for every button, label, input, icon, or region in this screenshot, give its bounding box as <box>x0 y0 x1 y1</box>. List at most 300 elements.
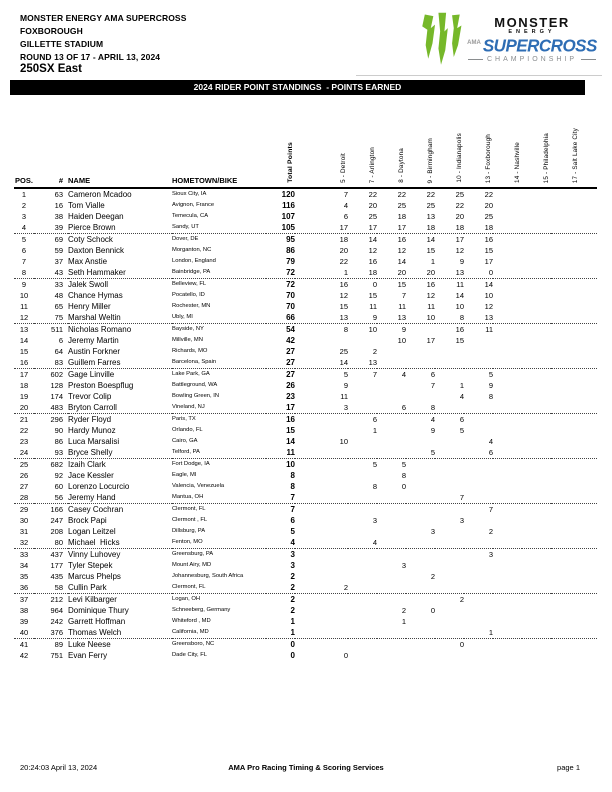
race-points-cell <box>551 391 597 402</box>
rider-number-cell: 242 <box>50 617 63 626</box>
race-points-cell <box>493 470 522 481</box>
pos-cell: 42 <box>19 651 29 660</box>
race-points-cell: 17 <box>348 222 377 234</box>
rider-name-cell: Coty Schock <box>68 235 113 244</box>
race-points-cell <box>435 346 464 357</box>
race-points-cell <box>551 256 597 267</box>
race-points-cell: 3 <box>401 561 406 570</box>
rider-name-cell: Trevor Colip <box>68 392 112 401</box>
race-points-cell: 1 <box>372 426 377 435</box>
race-points-cell: 7 <box>372 370 377 379</box>
race-points-cell: 11 <box>427 302 435 311</box>
hometown-cell: Eagle, MI <box>172 472 197 478</box>
race-points-cell: 17 <box>295 222 348 234</box>
total-points-cell: 54 <box>286 325 295 334</box>
race-points-cell <box>551 414 597 426</box>
race-points-cell <box>551 549 597 561</box>
race-points-cell <box>493 188 522 200</box>
total-points-cell: 4 <box>266 537 295 549</box>
pos-cell: 10 <box>19 291 29 300</box>
rider-row <box>14 571 597 582</box>
pos-cell: 15 <box>19 347 29 356</box>
race-points-cell: 14 <box>426 235 435 244</box>
race-points-cell <box>551 560 597 571</box>
hometown-cell: Fort Dodge, IA <box>172 461 210 467</box>
race-points-cell <box>377 537 406 549</box>
col-header-race-3: 8 - Daytona <box>377 124 406 188</box>
pos-cell: 2 <box>21 201 27 210</box>
rider-name-cell: Casey Cochran <box>68 505 124 514</box>
rider-number-cell: 751 <box>50 651 63 660</box>
rider-name-cell: Nicholas Romano <box>68 325 132 334</box>
race-points-cell: 18 <box>435 222 464 234</box>
race-points-cell: 22 <box>397 190 406 199</box>
race-points-cell <box>493 301 522 312</box>
total-points-cell: 11 <box>266 447 295 459</box>
race-points-cell <box>493 616 522 627</box>
col-header-race-2: 7 - Arlington <box>348 124 377 188</box>
hometown-cell: Richards, MO <box>172 348 208 354</box>
race-points-cell <box>377 380 406 391</box>
total-points-cell: 6 <box>290 516 295 525</box>
rider-row <box>14 582 597 594</box>
total-points-cell: 2 <box>290 572 295 581</box>
race-points-cell: 18 <box>406 222 435 234</box>
race-points-cell: 8 <box>406 402 435 414</box>
pos-cell: 18 <box>19 381 29 390</box>
race-points-cell: 0 <box>459 640 464 649</box>
logo-ama-word: AMA <box>467 40 481 46</box>
race-points-cell <box>348 470 377 481</box>
race-points-cell <box>493 537 522 549</box>
pos-cell: 7 <box>21 257 27 266</box>
race-points-cell: 2 <box>488 527 493 536</box>
race-points-cell <box>348 492 377 504</box>
pos-cell: 31 <box>19 527 29 536</box>
rider-row <box>14 650 597 661</box>
total-points-cell: 0 <box>290 651 295 660</box>
total-points-cell: 27 <box>266 357 295 369</box>
rider-number-cell: 247 <box>50 516 63 525</box>
race-points-cell <box>406 481 435 492</box>
race-points-cell: 5 <box>459 426 464 435</box>
race-points-cell <box>493 222 522 234</box>
pos-cell: 39 <box>19 617 29 626</box>
race-points-cell: 3 <box>430 527 435 536</box>
total-points-cell: 7 <box>290 505 295 514</box>
rider-number-cell: 435 <box>50 572 63 581</box>
race-points-cell <box>522 369 551 381</box>
race-points-cell <box>522 627 551 639</box>
race-points-cell <box>348 526 377 537</box>
race-points-cell: 3 <box>372 516 377 525</box>
rider-number-cell: 964 <box>50 606 63 615</box>
race-points-cell <box>551 571 597 582</box>
race-points-cell <box>435 369 464 381</box>
race-points-cell <box>493 447 522 459</box>
rider-number-cell: 483 <box>34 402 68 414</box>
race-points-cell: 20 <box>484 201 493 210</box>
rider-name-cell: Dominique Thury <box>68 606 129 615</box>
race-points-cell: 6 <box>464 447 493 459</box>
race-points-cell <box>435 571 464 582</box>
race-points-cell <box>348 335 377 346</box>
pos-cell: 29 <box>19 505 29 514</box>
race-points-cell <box>522 549 551 561</box>
rider-number-cell: 86 <box>54 437 63 446</box>
hometown-cell: Fenton, MO <box>172 537 266 549</box>
race-points-cell <box>435 560 464 571</box>
race-points-cell <box>493 425 522 436</box>
race-points-cell <box>551 312 597 324</box>
race-points-cell <box>406 492 435 504</box>
rider-row <box>14 447 597 459</box>
race-points-cell <box>348 616 377 627</box>
rider-row <box>14 425 597 436</box>
pos-cell: 32 <box>14 537 34 549</box>
pos-cell: 4 <box>14 222 34 234</box>
rider-name-cell: Logan Leitzel <box>68 527 116 536</box>
race-points-cell <box>377 526 406 537</box>
hometown-cell: Whiteford , MD <box>172 618 211 624</box>
rider-number-cell: 38 <box>54 212 63 221</box>
race-points-cell <box>406 582 435 594</box>
championship-left-rule <box>468 59 483 60</box>
hometown-cell: Pocatello, ID <box>172 292 205 298</box>
total-points-cell: 1 <box>266 627 295 639</box>
rider-row <box>14 324 597 336</box>
race-points-cell <box>551 211 597 222</box>
race-points-cell: 20 <box>339 246 348 255</box>
series-title: MONSTER ENERGY AMA SUPERCROSS <box>20 13 187 23</box>
race-points-cell: 0 <box>343 651 348 660</box>
race-points-cell <box>493 515 522 526</box>
race-points-cell <box>348 582 377 594</box>
race-points-cell: 14 <box>295 357 348 369</box>
race-points-cell: 22 <box>426 190 435 199</box>
race-points-cell <box>551 357 597 369</box>
standings-table-container <box>14 124 597 661</box>
race-points-cell <box>522 402 551 414</box>
race-points-cell <box>551 380 597 391</box>
race-points-cell <box>522 200 551 211</box>
hometown-cell: Sandy, UT <box>172 222 266 234</box>
race-points-cell: 10 <box>484 291 493 300</box>
race-points-cell <box>348 436 377 447</box>
race-points-cell <box>464 335 493 346</box>
rider-name-cell: Cullin Park <box>68 582 172 594</box>
total-points-cell: 2 <box>290 606 295 615</box>
rider-name-cell: Pierce Brown <box>68 222 172 234</box>
race-points-cell <box>464 357 493 369</box>
rider-name-cell: Levi Kilbarger <box>68 595 117 604</box>
rider-row <box>14 492 597 504</box>
race-points-cell <box>493 279 522 291</box>
race-points-cell <box>435 605 464 616</box>
total-points-cell: 27 <box>286 347 295 356</box>
col-header-race-9: 17 - Salt Lake City <box>551 124 597 188</box>
race-points-cell <box>551 515 597 526</box>
race-points-cell <box>464 481 493 492</box>
race-points-cell <box>493 639 522 651</box>
race-points-cell <box>493 549 522 561</box>
race-points-cell <box>551 436 597 447</box>
hometown-cell: Orlando, FL <box>172 427 203 433</box>
rider-row <box>14 279 597 291</box>
race-points-cell: 6 <box>377 402 406 414</box>
rider-name-cell: Chance Hymas <box>68 291 123 300</box>
race-points-cell: 0 <box>430 606 435 615</box>
hometown-cell: Morganton, NC <box>172 247 212 253</box>
page-footer <box>0 763 612 777</box>
race-points-cell <box>551 200 597 211</box>
race-points-cell <box>493 605 522 616</box>
race-points-cell <box>406 515 435 526</box>
race-points-cell: 7 <box>430 381 435 390</box>
total-points-cell: 0 <box>290 640 295 649</box>
race-points-cell <box>551 492 597 504</box>
total-points-cell: 107 <box>281 212 295 221</box>
race-points-cell: 4 <box>488 437 493 446</box>
total-points-cell: 3 <box>290 561 295 570</box>
race-points-cell: 2 <box>401 606 406 615</box>
championship-right-rule <box>581 59 596 60</box>
race-points-cell: 11 <box>485 325 493 334</box>
rider-number-cell: 80 <box>34 537 68 549</box>
race-points-cell <box>551 594 597 606</box>
footer-timestamp: 20:24:03 April 13, 2024 <box>20 763 98 772</box>
rider-number-cell: 682 <box>50 460 63 469</box>
rider-number-cell: 43 <box>34 267 68 279</box>
race-points-cell <box>493 627 522 639</box>
race-points-cell <box>493 504 522 516</box>
race-points-cell <box>295 627 348 639</box>
rider-name-cell: Preston Boespflug <box>68 381 134 390</box>
race-points-cell <box>295 526 348 537</box>
total-points-cell: 79 <box>286 257 295 266</box>
race-points-cell <box>493 380 522 391</box>
rider-row <box>14 290 597 301</box>
race-points-cell <box>493 414 522 426</box>
logo-energy-word: ENERGY <box>508 29 556 35</box>
col-header-total-points: Total Points <box>266 124 295 188</box>
rider-row <box>14 335 597 346</box>
race-points-cell <box>522 391 551 402</box>
race-points-cell: 9 <box>401 325 406 334</box>
total-points-cell: 1 <box>290 617 295 626</box>
race-points-cell <box>522 245 551 256</box>
race-points-cell <box>493 492 522 504</box>
hometown-cell: Mount Airy, MD <box>172 562 212 568</box>
pos-cell: 41 <box>19 640 29 649</box>
race-points-cell: 15 <box>397 280 406 289</box>
race-points-cell <box>406 504 435 516</box>
standings-table <box>14 124 597 661</box>
rider-row <box>14 504 597 516</box>
rider-row <box>14 414 597 426</box>
race-points-cell: 14 <box>455 291 464 300</box>
race-points-cell: 5 <box>488 370 493 379</box>
hometown-cell: California, MD <box>172 627 266 639</box>
race-points-cell <box>551 616 597 627</box>
race-points-cell: 1 <box>459 381 464 390</box>
race-points-cell: 11 <box>340 392 348 401</box>
race-points-cell <box>522 357 551 369</box>
race-points-cell <box>377 436 406 447</box>
rider-name-cell: Henry Miller <box>68 302 111 311</box>
race-points-cell: 3 <box>488 550 493 559</box>
race-points-cell <box>551 346 597 357</box>
logo-text <box>468 16 596 64</box>
logo-supercross-word: SUPERCROSS <box>482 35 597 56</box>
race-points-cell <box>493 582 522 594</box>
rider-row <box>14 234 597 246</box>
race-points-cell <box>464 425 493 436</box>
rider-name-cell: Tyler Stepek <box>68 561 113 570</box>
race-points-cell <box>493 200 522 211</box>
race-points-cell: 0 <box>372 280 377 289</box>
race-points-cell <box>435 436 464 447</box>
hometown-cell: Logan, OH <box>172 596 201 602</box>
race-points-cell <box>522 380 551 391</box>
total-points-cell: 16 <box>286 415 295 424</box>
race-points-cell: 15 <box>426 246 435 255</box>
hometown-cell: Dover, DE <box>172 236 199 242</box>
race-points-cell <box>348 594 377 606</box>
race-points-cell <box>522 582 551 594</box>
race-points-cell <box>493 346 522 357</box>
race-points-cell <box>551 335 597 346</box>
rider-name-cell: Garrett Hoffman <box>68 617 126 626</box>
race-points-cell: 10 <box>455 302 464 311</box>
race-points-cell <box>295 605 348 616</box>
race-points-cell: 25 <box>368 212 377 221</box>
rider-number-cell: 16 <box>54 201 63 210</box>
rider-row <box>14 526 597 537</box>
hometown-cell: Clermont, FL <box>172 506 206 512</box>
race-points-cell <box>435 627 464 639</box>
rider-row <box>14 369 597 381</box>
logo-supercross-row <box>467 37 597 54</box>
logo-monster-word: MONSTER <box>494 15 570 30</box>
rider-number-cell: 37 <box>54 257 63 266</box>
col-header-hometown: HOMETOWN/BIKE <box>172 124 266 188</box>
race-points-cell <box>464 470 493 481</box>
race-points-cell <box>522 616 551 627</box>
race-points-cell <box>522 335 551 346</box>
race-points-cell <box>493 234 522 246</box>
pos-cell: 9 <box>21 280 27 289</box>
pos-cell: 13 <box>19 325 29 334</box>
race-points-cell <box>464 605 493 616</box>
race-points-cell <box>377 650 406 661</box>
race-points-cell <box>551 279 597 291</box>
race-points-cell <box>493 369 522 381</box>
race-points-cell <box>435 459 464 471</box>
race-points-cell: 2 <box>430 572 435 581</box>
race-points-cell <box>551 605 597 616</box>
race-points-cell: 5 <box>343 370 348 379</box>
rider-row <box>14 560 597 571</box>
race-points-cell <box>348 639 377 651</box>
race-points-cell <box>348 549 377 561</box>
race-points-cell: 20 <box>377 267 406 279</box>
race-points-cell <box>522 492 551 504</box>
pos-cell: 17 <box>19 370 29 379</box>
rider-number-cell: 92 <box>54 471 63 480</box>
col-header-race-4: 9 - Birmingham <box>406 124 435 188</box>
race-points-cell <box>295 414 348 426</box>
race-points-cell <box>522 234 551 246</box>
race-points-cell <box>295 504 348 516</box>
monster-claw-icon <box>418 9 464 71</box>
race-points-cell <box>406 560 435 571</box>
race-points-cell <box>295 425 348 436</box>
rider-row <box>14 222 597 234</box>
pos-cell: 33 <box>19 550 29 559</box>
report-title-banner: 2024 RIDER POINT STANDINGS - POINTS EARNED <box>10 80 585 95</box>
total-points-cell: 8 <box>290 482 295 491</box>
col-header-race-5: 10 - Indianapolis <box>435 124 464 188</box>
rider-name-cell: Tom Vialle <box>68 201 105 210</box>
race-points-cell <box>406 346 435 357</box>
race-points-cell <box>377 425 406 436</box>
race-points-cell <box>493 436 522 447</box>
race-points-cell: 20 <box>368 201 377 210</box>
rider-row <box>14 267 597 279</box>
race-points-cell <box>551 245 597 256</box>
race-points-cell <box>435 549 464 561</box>
race-points-cell <box>348 447 377 459</box>
pos-cell: 21 <box>19 415 29 424</box>
race-points-cell: 11 <box>369 302 377 311</box>
total-points-cell: 105 <box>266 222 295 234</box>
race-points-cell <box>551 526 597 537</box>
race-points-cell: 4 <box>343 201 348 210</box>
race-points-cell <box>522 425 551 436</box>
race-points-cell: 17 <box>484 257 493 266</box>
hometown-cell: Clermont , FL <box>172 517 208 523</box>
race-points-cell <box>493 256 522 267</box>
race-points-cell <box>464 537 493 549</box>
race-points-cell <box>377 582 406 594</box>
race-points-cell <box>406 357 435 369</box>
total-points-cell: 70 <box>286 302 295 311</box>
rider-row <box>14 594 597 606</box>
logo-championship-word: CHAMPIONSHIP <box>486 56 578 63</box>
hometown-cell: Telford, PA <box>172 447 266 459</box>
race-points-cell: 15 <box>368 291 377 300</box>
race-points-cell <box>551 267 597 279</box>
rider-number-cell: 93 <box>34 447 68 459</box>
total-points-cell: 8 <box>290 471 295 480</box>
pos-cell: 38 <box>19 606 29 615</box>
race-points-cell <box>551 582 597 594</box>
race-points-cell <box>551 369 597 381</box>
race-points-cell: 15 <box>339 302 348 311</box>
rider-name-cell: Thomas Welch <box>68 627 172 639</box>
race-points-cell <box>522 594 551 606</box>
logo-championship-row <box>468 55 596 64</box>
rider-number-cell: 208 <box>50 527 63 536</box>
race-points-cell: 8 <box>372 482 377 491</box>
race-points-cell: 0 <box>401 482 406 491</box>
race-points-cell <box>406 537 435 549</box>
col-header-pos: POS. <box>14 124 34 188</box>
hometown-cell: Bowling Green, IN <box>172 393 220 399</box>
race-points-cell: 12 <box>339 291 348 300</box>
rider-name-cell: Marcus Phelps <box>68 572 121 581</box>
